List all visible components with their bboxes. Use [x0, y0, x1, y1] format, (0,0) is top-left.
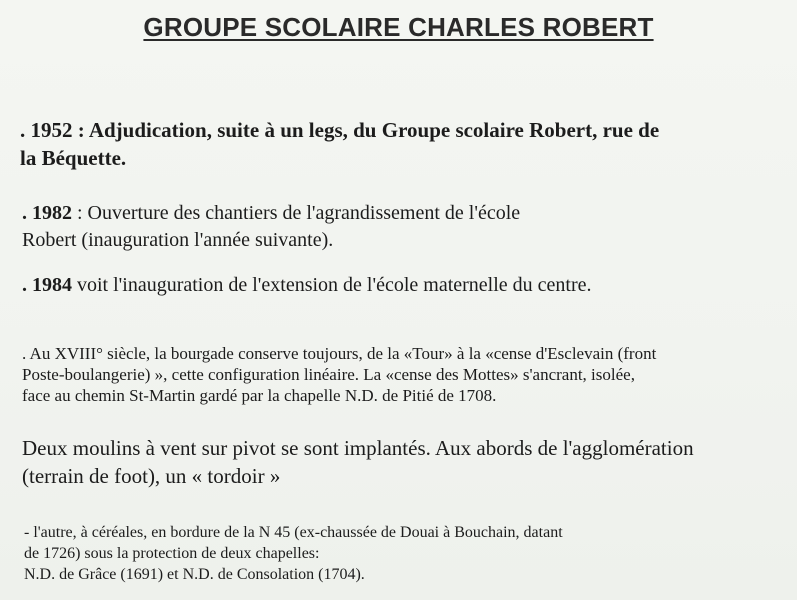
entry-1984 — [22, 272, 782, 299]
moulins-line-1: Deux moulins à vent sur pivot se sont implantés. Aux abords de l'agglomération — [22, 436, 694, 460]
moulins-paragraph — [22, 434, 782, 490]
entry-1982-year: . 1982 — [22, 202, 72, 224]
entry-1984-line — [22, 272, 782, 299]
history-paragraph — [22, 343, 782, 406]
page-title-text: GROUPE SCOLAIRE CHARLES ROBERT — [143, 12, 654, 42]
history-line-1: . Au XVIII° siècle, la bourgade conserve toujours, de la «Tour» à la «cense d'Esclevain (front — [22, 344, 657, 363]
entry-1952-line-1: . 1952 : Adjudication, suite à un legs, du Groupe scolaire Robert, rue de — [20, 118, 660, 142]
autre-line-3: N.D. de Grâce (1691) et N.D. de Consolation (1704). — [24, 566, 365, 583]
autre-line-2: de 1726) sous la protection de deux chapelles: — [24, 545, 320, 562]
history-line-2: Poste-boulangerie) », cette configuration linéaire. La «cense des Mottes» s'ancrant, isolée, — [22, 365, 635, 384]
entry-1984-text: voit l'inauguration de l'extension de l'école maternelle du centre. — [72, 274, 592, 296]
entry-1952 — [20, 116, 780, 172]
entry-1982-line-2: Robert (inauguration l'année suivante). — [22, 229, 334, 251]
history-line-3: face au chemin St-Martin gardé par la chapelle N.D. de Pitié de 1708. — [22, 386, 497, 405]
entry-1984-year: . 1984 — [22, 274, 72, 296]
moulins-line-2: (terrain de foot), un « tordoir » — [22, 464, 281, 488]
page-title — [0, 12, 797, 43]
autre-paragraph — [24, 522, 764, 585]
entry-1952-line-2: la Béquette. — [20, 146, 127, 170]
entry-1982-text: : Ouverture des chantiers de l'agrandissement de l'école — [72, 202, 521, 224]
entry-1982 — [22, 200, 762, 254]
autre-line-1: - l'autre, à céréales, en bordure de la N 45 (ex-chaussée de Douai à Bouchain, datant — [24, 524, 563, 541]
entry-1982-line-1 — [22, 200, 762, 227]
